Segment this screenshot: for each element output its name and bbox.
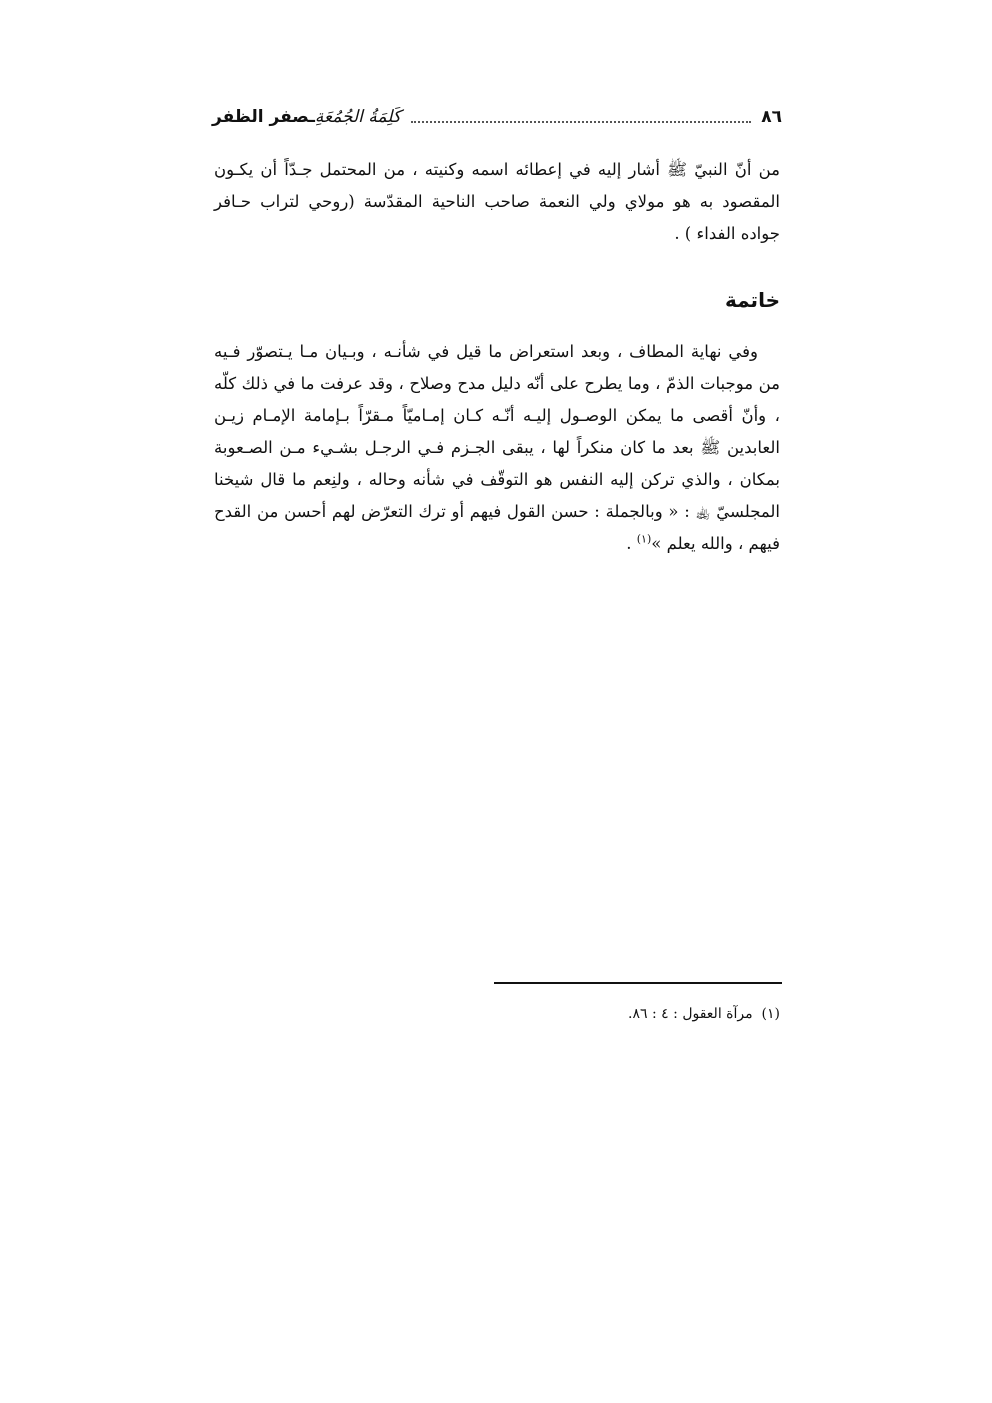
book-title-calligraphy: كَلِمَةُ الجُمُعَةِ xyxy=(314,107,401,127)
section-heading: خاتمة xyxy=(725,288,780,312)
book-title-volume: صفر الظفر xyxy=(212,107,310,127)
dot-leader xyxy=(411,119,751,123)
footnote-text: مرآة العقول : ٤ : ٨٦. xyxy=(628,1006,753,1022)
footnote-separator xyxy=(494,982,782,984)
intro-paragraph-block xyxy=(214,154,780,250)
conclusion-paragraph-block xyxy=(214,336,780,560)
conclusion-text: وفي نهاية المطاف ، وبعد استعراض ما قيل في شأنـه ، وبـيان مـا يـتصوّر فـيه من موجبات الذمّ ، وما يطرح على أنّه دليل مدح وصلاح ، وقد عرفت ما في ذلك كلّه ، وأنّ أقصى ما يمكن الوصـول إليـه أنّـه كـان إمـاميّاً مـقرّاً بـإمامة الإمـام زيـن العابدين ﷺ بعد ما كان منكراً لها ، يبقى الجـزم فـي الرجـل بشـيء مـن الصـعوبة بمكان ، والذي تركن إليه النفس هو التوقّف في شأنه وحاله ، ولنِعم ما قال شيخنا المجلسيّ ﵀ : « وبالجملة : حسن القول فيهم أو ترك التعرّض لهم أحسن من القدح فيهم ، والله يعلم » xyxy=(214,342,780,553)
page-number: ٨٦ xyxy=(761,107,782,127)
footnote xyxy=(494,1002,780,1026)
book-title-separator: ـ xyxy=(309,107,315,127)
running-header xyxy=(212,104,782,130)
conclusion-paragraph xyxy=(214,336,780,560)
closing-period: . xyxy=(626,534,632,553)
footnote-reference: (١) xyxy=(636,532,652,546)
running-title xyxy=(212,107,401,127)
footnote-number: (١) xyxy=(761,1006,780,1022)
intro-paragraph: من أنّ النبيّ ﷺ أشار إليه في إعطائه اسمه وكنيته ، من المحتمل جـدّاً أن يكـون المقصود به هو مولاي ولي النعمة صاحب الناحية المقدّسة (روحي لتراب حـافر جواده الفداء ) . xyxy=(214,160,780,243)
